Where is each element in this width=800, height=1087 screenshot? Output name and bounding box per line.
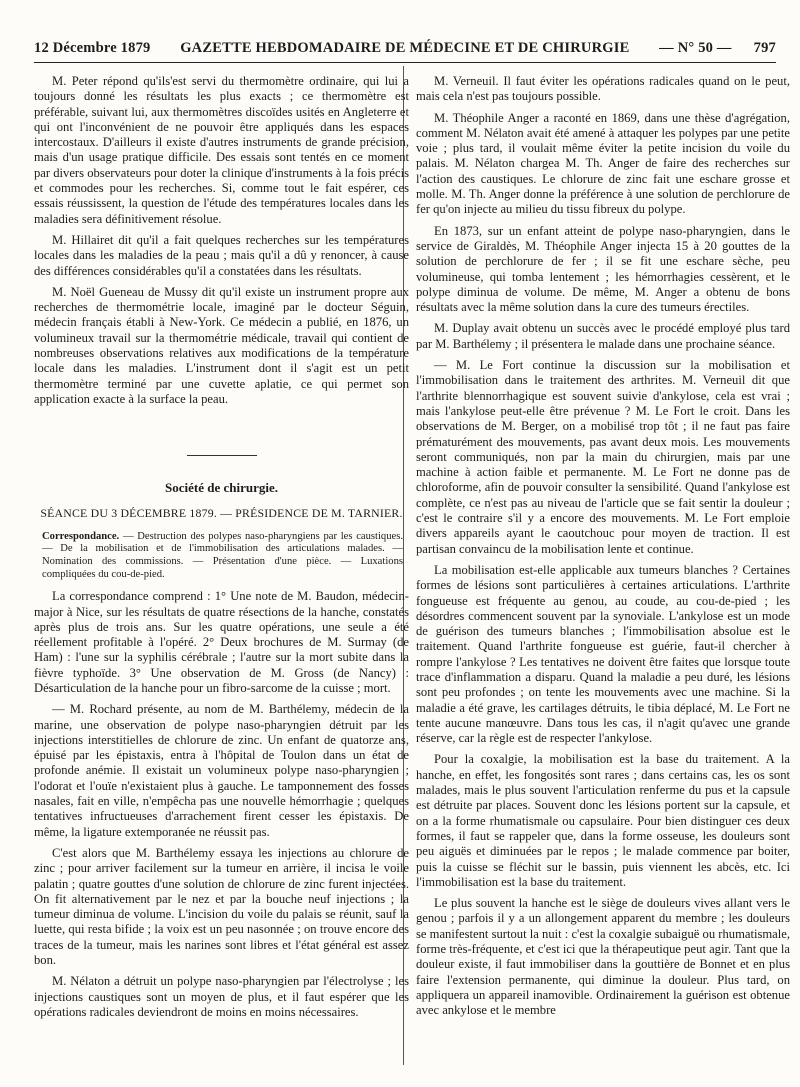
paragraph-hillairet: M. Hillairet dit qu'il a fait quelques recherches sur les températures locales dans les maladies de la peau ; mais qu'il a dû y renoncer, à cause des différences considérables qu'il a constatées dans les résultats.	[34, 232, 409, 278]
paragraph-nelaton: M. Nélaton a détruit un polype naso-pharyngien par l'électrolyse ; les injections caustiques sont un moyen de plus, et il faut espérer que les opérations radicales deviendront de moins en moins nécessaires.	[34, 974, 409, 1019]
session-summary	[34, 531, 409, 581]
paragraph-le-fort: — M. Le Fort continue la discussion sur la mobilisation et l'immobilisation dans le traitement des arthrites. M. Verneuil dit que l'arthrite blennorrhagique est souvent suivie d'ankylose, cela est vrai ; mais l'ankylose peut-elle être prévenue ? M. Le Fort le croit. Dans les observations de M. Berger, on a mobilisé trop tôt ; il ne faut pas faire prématurément des mouvements, pas avant deux mois. Les mouvements seront communiqués, non par la main du chirurgien, mais par une machine à action faible et permanente. M. Le Fort ne donne pas de chloroforme, afin de pouvoir consulter la sensibilité. Quand l'ankylose est complète, ce n'est pas au niveau de l'article que se fait sentir la douleur ; c'est le contraire s'il y a encore des mouvements. M. Le Fort emploie divers appareils ayant le caoutchouc pour moyen de traction. Il est partisan convaincu de la mobilisation lente et continue.	[416, 358, 790, 556]
paragraph-anger-1873: En 1873, sur un enfant atteint de polype naso-pharyngien, dans le service de Giraldès, M. Théophile Anger injecta 15 à 20 gouttes de la solution de perchlorure de fer ; il se fit une eschare sèche, peu volumineuse, qui tomba lentement ; les hémorrhagies cessèrent, et le polype diminua de volume. De même, M. Anger a obtenu de bons résultats avec la même solution dans la cure des tumeurs érectiles.	[416, 223, 790, 315]
paragraph-gueneau-de-mussy: M. Noël Gueneau de Mussy dit qu'il existe un instrument propre aux recherches de thermométrie locale, imaginé par le docteur Séguin, médecin français établi à New-York. Ce médecin a publié, en 1876, un volumineux travail sur la thermométrie médicale, travail qui contient de nombreuses observations relatives aux modifications de la température locale dans les maladies. L'instrument dont il s'agit est un petit thermomètre terminé par une cuvette aplatie, ce qui permet son application exacte à la surface la peau.	[34, 284, 409, 406]
header-page-number: 797	[753, 40, 776, 56]
header-rule	[34, 62, 776, 63]
paragraph-correspondance: La correspondance comprend : 1° Une note de M. Baudon, médecin-major à Nice, sur les résultats de quatre résections de la hanche, constatés après plus de trois ans. Sur les quatre opérations, une seule a été réellement profitable à l'opéré. 2° Deux brochures de M. Surmay (de Ham) : l'une sur la syphilis cérébrale ; l'autre sur la mort subite dans la fièvre typhoïde. 3° Une observation de M. Gross (de Nancy) : Désarticulation de la hanche pour un fibro-sarcome de la cuisse ; mort.	[34, 589, 409, 695]
session-heading: SÉANCE DU 3 DÉCEMBRE 1879. — PRÉSIDENCE DE M. TARNIER.	[40, 505, 403, 520]
right-column	[416, 74, 790, 1025]
paragraph-duplay: M. Duplay avait obtenu un succès avec le procédé employé plus tard par M. Barthélemy ; il présentera le malade dans une prochaine séance.	[416, 321, 790, 351]
paragraph-tumeurs-blanches: La mobilisation est-elle applicable aux tumeurs blanches ? Certaines formes de lésions sont particulières à certaines articulations. L'arthrite fongueuse est fréquente au genou, au coude, au cou-de-pied ; les désordres commencent souvent par la synoviale. L'ankylose est un mode de guérison des tumeurs blanches ; l'immobilisation absolue est le traitement. Quand l'arthrite fongueuse est guérie, faut-il chercher à rompre l'ankylose ? Les tentatives ne doivent être faites que lorsque toute trace d'inflammation a disparu. Quand la maladie a peu duré, les lésions sont peu profondes ; on tente les mouvements avec une machine. Si la maladie a été grave, les cartilages détruits, le tibia déplacé, M. Le Fort ne tente aucune manœuvre. Dans tous les cas, il n'agit qu'avec une grande réserve, car la règle est de respecter l'ankylose.	[416, 562, 790, 746]
running-header	[34, 40, 776, 62]
section-separator	[187, 455, 257, 456]
left-column	[34, 74, 409, 1026]
paragraph-barthelemy: C'est alors que M. Barthélemy essaya les injections au chlorure de zinc ; pour arriver facilement sur la tumeur en arrière, il incisa le voile palatin ; quatre gouttes d'une solution de chlorure de zinc furent injectées. On fit alternativement par le nez et par la bouche neuf injections ; la tumeur diminua de volume. L'incision du voile du palais se réunit, sauf la luette, qui resta bifide ; la voix est un peu nasonnée ; on trouve encore des traces de la tumeur, mais les narines sont libres et l'état général est assez bon.	[34, 845, 409, 968]
paragraph-coxalgie: Pour la coxalgie, la mobilisation est la base du traitement. A la hanche, en effet, les fongosités sont rares ; dans certains cas, les os sont malades, mais le plus souvent l'articulation renferme du pus et la capsule est détruite par places. Souvent donc les lésions portent sur la capsule, et on a la forme rhumatismale ou capsulaire. Pour bien distinguer ces deux formes, il faut se rappeler que, dans la forme osseuse, les douleurs sont peu aiguës et diminuées par le repos ; le malade commence par boiter, puis la cuisse se fléchit sur le bassin, puis viennent les abcès, etc. Ici l'immobilisation est la base du traitement.	[416, 752, 790, 889]
paragraph-theophile-anger: M. Théophile Anger a raconté en 1869, dans une thèse d'agrégation, comment M. Nélaton avait été amené à attaquer les polypes par une petite voie ; plus tard, il voulait même éviter la petite incision du voile du palais. M. Nélaton chargea M. Th. Anger de faire des recherches sur l'action des caustiques. Le chlorure de zinc fait une eschare grosse et molle. M. Th. Anger donne la préférence à une solution de perchlorure de fer qu'on injecte au milieu du tissu fibreux du polype.	[416, 110, 790, 217]
paragraph-peter: M. Peter répond qu'ils'est servi du thermomètre ordinaire, qui lui a toujours donné les résultats les plus exacts ; ce thermomètre est préférable, suivant lui, aux thermomètres discoïdes usités en Angleterre et qui ont l'inconvénient de ne pouvoir être appliqués dans les espaces intercostaux. D'ailleurs il existe d'autres instruments de grande précision, mais d'un usage pratique difficile. Des essais sont tentés en ce moment par divers observateurs pour doter la clinique d'instruments à la fois précis et commodes pour les recherches. Si, comme tout le fait espérer, ces essais réussissent, la question de l'étude des températures locales dans les maladies sera définitivement résolue.	[34, 74, 409, 226]
summary-label: Correspondance.	[42, 530, 120, 542]
paragraph-verneuil: M. Verneuil. Il faut éviter les opérations radicales quand on le peut, mais cela n'est pas toujours possible.	[416, 74, 790, 104]
section-title: Société de chirurgie.	[165, 480, 278, 496]
paragraph-hanche: Le plus souvent la hanche est le siège de douleurs vives allant vers le genou ; parfois il y a un allongement apparent du membre ; les douleurs se manifestent surtout la nuit : c'est la coxalgie subaiguë ou rhumatismale, forme très-fréquente, et c'est ici que la thérapeutique peut agir. Tant que la douleur existe, il faut immobiliser dans la gouttière de Bonnet et en plus faire l'extension permanente, qui diminue la douleur. Plus tard, on appliquera un appareil inamovible. Ordinairement la guérison est obtenue avec ankylose et le membre	[416, 896, 790, 1018]
header-issue-group	[659, 40, 776, 57]
header-journal-title: GAZETTE HEBDOMADAIRE DE MÉDECINE ET DE CHIRURGIE	[180, 40, 630, 56]
summary-text: — Destruction des polypes naso-pharyngiens par les caustiques. — De la mobilisation et de l'immobilisation des articulations malades. — Nomination des commissions. — Présentation d'une pièce. — Luxations compliquées du cou-de-pied.	[42, 530, 404, 580]
paragraph-rochard: — M. Rochard présente, au nom de M. Barthélemy, médecin de la marine, une observation de polype naso-pharyngien détruit par les injections interstitielles de chlorure de zinc. Un enfant de quatorze ans, épuisé par les épistaxis, entra à l'hôpital de Toulon dans un état de profonde anémie. Il existait un volumineux polype naso-pharyngien ; l'odorat et l'ouïe n'existaient plus à gauche. Le tamponnement des fosses nasales, fait en ville, n'empêcha pas une nouvelle hémorrhagie ; quelques tentatives infructueuses d'arrachement firent cesser les épistaxis. De même, la ligature extemporanée ne réussit pas.	[34, 702, 409, 839]
header-issue-number: — N° 50 —	[659, 40, 732, 56]
header-date: 12 Décembre 1879	[34, 40, 151, 56]
